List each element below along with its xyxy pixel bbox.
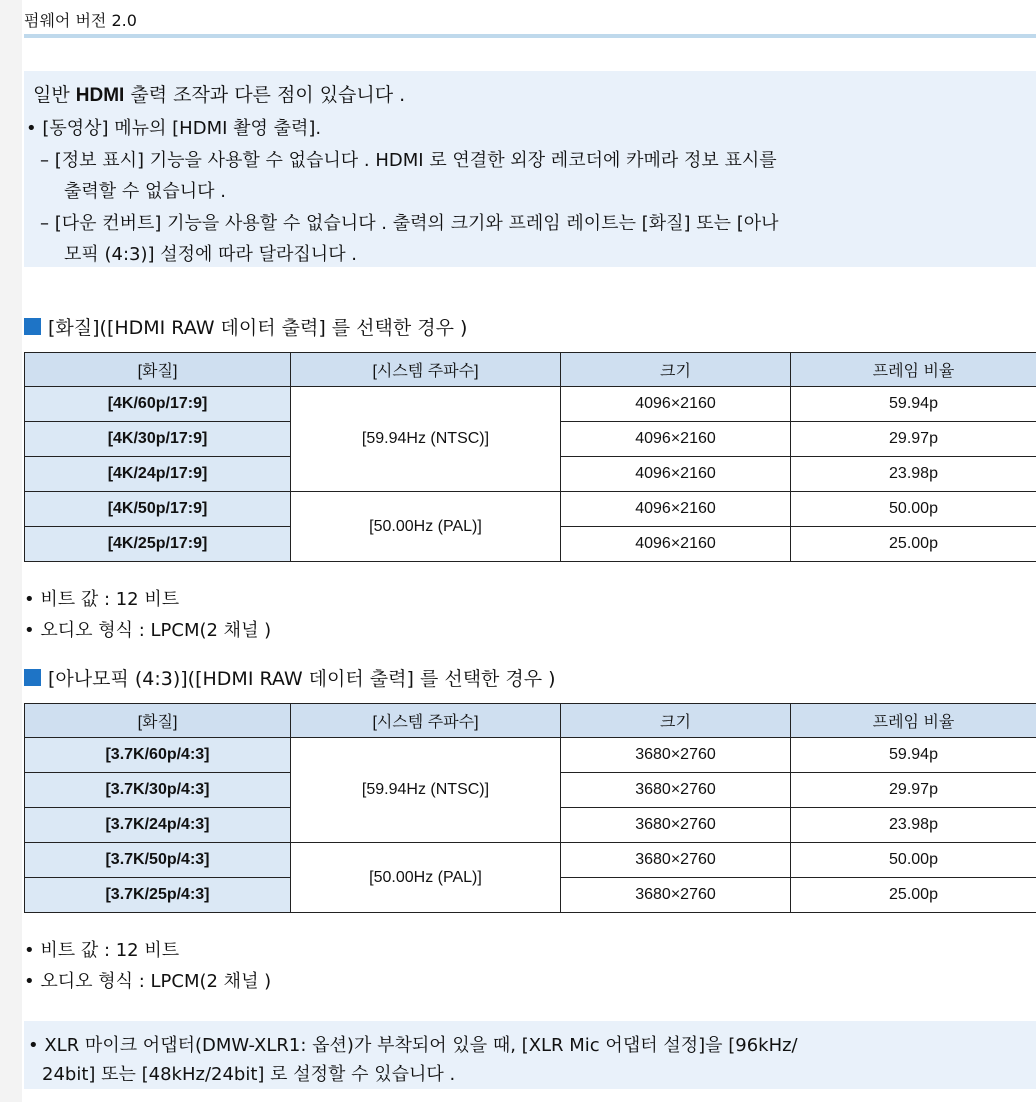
quality-cell: [4K/60p/17:9] (25, 387, 291, 422)
rate-cell: 25.00p (791, 878, 1036, 913)
size-cell: 4096×2160 (561, 527, 791, 562)
quality-cell: [4K/50p/17:9] (25, 492, 291, 527)
header-size: 크기 (561, 704, 791, 738)
quality-cell: [3.7K/30p/4:3] (25, 773, 291, 808)
note-line-downconvert-cont: 모픽 (4:3)] 설정에 따라 달라집니다 . (64, 244, 358, 265)
note-lead-bold: HDMI (75, 85, 125, 106)
rate-cell: 25.00p (791, 527, 1036, 562)
header-frame-rate: 프레임 비율 (791, 704, 1036, 738)
table-row (25, 492, 1036, 527)
quality-cell: [3.7K/60p/4:3] (25, 738, 291, 773)
quality-output-table (24, 352, 1036, 562)
xlr-note-line-cont: 24bit] 또는 [48kHz/24bit] 로 설정할 수 있습니다 . (42, 1064, 456, 1085)
page-header (24, 0, 1036, 38)
hdmi-note-box (24, 71, 1036, 267)
note-lead-suffix: 출력 조작과 다른 점이 있습니다 . (124, 84, 406, 106)
rate-cell: 29.97p (791, 422, 1036, 457)
note-lead-prefix: 일반 (33, 84, 76, 106)
quality-cell: [3.7K/50p/4:3] (25, 843, 291, 878)
rate-cell: 23.98p (791, 808, 1036, 843)
frequency-cell: [59.94Hz (NTSC)] (291, 738, 561, 843)
table-header-row (25, 353, 1036, 387)
header-system-frequency: [시스템 주파수] (291, 353, 561, 387)
size-cell: 4096×2160 (561, 422, 791, 457)
audio-format-note: • 오디오 형식 : LPCM(2 채널 ) (24, 971, 272, 992)
header-rule (24, 34, 1036, 38)
header-system-frequency: [시스템 주파수] (291, 704, 561, 738)
note-line-info-display: – [정보 표시] 기능을 사용할 수 없습니다 . HDMI 로 연결한 외장 레코더에 카메라 정보 표시를 (40, 150, 777, 171)
quality-cell: [4K/30p/17:9] (25, 422, 291, 457)
size-cell: 3680×2760 (561, 738, 791, 773)
section-title-quality-text: [화질]([HDMI RAW 데이터 출력] 를 선택한 경우 ) (48, 317, 468, 339)
xlr-note-line: • XLR 마이크 어댑터(DMW-XLR1: 옵션)가 부착되어 있을 때, [XLR Mic 어댑터 설정]을 [96kHz/ (28, 1035, 798, 1056)
quality-cell: [4K/25p/17:9] (25, 527, 291, 562)
xlr-note-box (24, 1021, 1036, 1089)
table-row (25, 843, 1036, 878)
size-cell: 3680×2760 (561, 878, 791, 913)
table-row (25, 738, 1036, 773)
note-lead (33, 80, 405, 107)
anamorphic-output-table (24, 703, 1036, 913)
size-cell: 3680×2760 (561, 773, 791, 808)
quality-cell: [3.7K/25p/4:3] (25, 878, 291, 913)
header-quality: [화질] (25, 353, 291, 387)
quality-cell: [3.7K/24p/4:3] (25, 808, 291, 843)
header-frame-rate: 프레임 비율 (791, 353, 1036, 387)
frequency-cell: [59.94Hz (NTSC)] (291, 387, 561, 492)
square-bullet-icon (24, 318, 41, 335)
bit-depth-note: • 비트 값 : 12 비트 (24, 589, 180, 610)
header-quality: [화질] (25, 704, 291, 738)
note-line-info-display-cont: 출력할 수 없습니다 . (64, 181, 226, 202)
left-margin-bar (0, 0, 22, 1102)
firmware-version-title: 펌웨어 버전 2.0 (24, 11, 137, 30)
frequency-cell: [50.00Hz (PAL)] (291, 843, 561, 913)
audio-format-note: • 오디오 형식 : LPCM(2 채널 ) (24, 620, 272, 641)
header-size: 크기 (561, 353, 791, 387)
size-cell: 3680×2760 (561, 843, 791, 878)
rate-cell: 50.00p (791, 492, 1036, 527)
size-cell: 3680×2760 (561, 808, 791, 843)
note-line-downconvert: – [다운 컨버트] 기능을 사용할 수 없습니다 . 출력의 크기와 프레임 레이트는 [화질] 또는 [아나 (40, 213, 779, 234)
size-cell: 4096×2160 (561, 457, 791, 492)
table-row (25, 387, 1036, 422)
rate-cell: 59.94p (791, 387, 1036, 422)
section-title-anamorphic-text: [아나모픽 (4:3)]([HDMI RAW 데이터 출력] 를 선택한 경우 ) (48, 668, 556, 690)
frequency-cell: [50.00Hz (PAL)] (291, 492, 561, 562)
rate-cell: 29.97p (791, 773, 1036, 808)
table-header-row (25, 704, 1036, 738)
section-title-quality (24, 313, 467, 340)
square-bullet-icon (24, 669, 41, 686)
rate-cell: 59.94p (791, 738, 1036, 773)
rate-cell: 23.98p (791, 457, 1036, 492)
size-cell: 4096×2160 (561, 387, 791, 422)
section-title-anamorphic (24, 664, 556, 691)
note-line-menu: • [동영상] 메뉴의 [HDMI 촬영 출력]. (26, 118, 322, 139)
rate-cell: 50.00p (791, 843, 1036, 878)
size-cell: 4096×2160 (561, 492, 791, 527)
bit-depth-note: • 비트 값 : 12 비트 (24, 940, 180, 961)
quality-cell: [4K/24p/17:9] (25, 457, 291, 492)
